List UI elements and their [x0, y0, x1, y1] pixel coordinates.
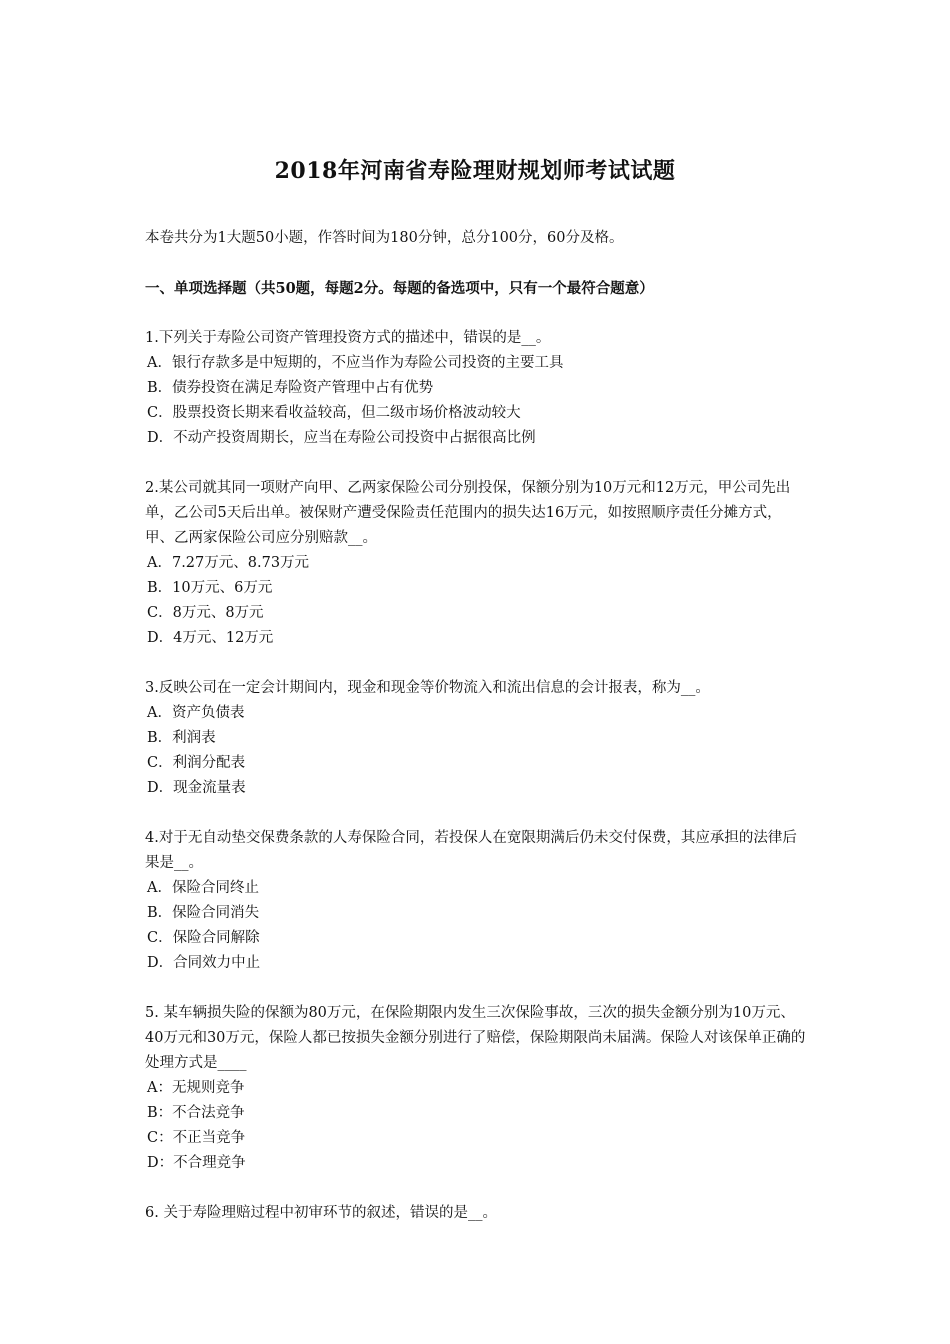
option-d: D．4万元、12万元 [147, 630, 274, 646]
option-b: B．利润表 [147, 730, 216, 746]
option-b: B．保险合同消失 [147, 905, 260, 921]
question-stem: 4.对于无自动垫交保费条款的人寿保险合同，若投保人在宽限期满后仍未交付保费，其应承担的法律后果是__。 [145, 830, 797, 871]
section-heading: 一、单项选择题（共50题，每题2分。每题的备选项中，只有一个最符合题意） [145, 280, 654, 297]
question-stem: 5. 某车辆损失险的保额为80万元，在保险期限内发生三次保险事故，三次的损失金额分别为10万元、40万元和30万元，保险人都已按损失金额分别进行了赔偿，保险期限尚未届满。保险人对该保单正确的处理方式是____ [145, 1005, 806, 1071]
option-a: A．银行存款多是中短期的，不应当作为寿险公司投资的主要工具 [147, 355, 564, 371]
question-2 [145, 476, 810, 651]
document-body [145, 226, 810, 1251]
option-b: B：不合法竞争 [147, 1105, 245, 1121]
option-c: C：不正当竞争 [147, 1130, 246, 1146]
question-6 [145, 1201, 810, 1226]
option-d: D：不合理竞争 [147, 1155, 246, 1171]
question-stem: 1.下列关于寿险公司资产管理投资方式的描述中，错误的是__。 [145, 330, 551, 346]
option-d: D．现金流量表 [147, 780, 246, 796]
option-c: C．8万元、8万元 [147, 605, 264, 621]
question-stem: 6. 关于寿险理赔过程中初审环节的叙述，错误的是__。 [145, 1205, 497, 1221]
question-4 [145, 826, 810, 976]
question-stem: 2.某公司就其同一项财产向甲、乙两家保险公司分别投保，保额分别为10万元和12万元，甲公司先出单，乙公司5天后出单。被保财产遭受保险责任范围内的损失达16万元，如按照顺序责任分摊方式，甲、乙两家保险公司应分别赔款__。 [145, 480, 791, 546]
option-b: B．10万元、6万元 [147, 580, 273, 596]
question-stem: 3.反映公司在一定会计期间内，现金和现金等价物流入和流出信息的会计报表，称为__。 [145, 680, 710, 696]
question-1 [145, 326, 810, 451]
option-a: A．保险合同终止 [147, 880, 259, 896]
exam-intro: 本卷共分为1大题50小题，作答时间为180分钟，总分100分，60分及格。 [145, 230, 624, 246]
option-c: C．利润分配表 [147, 755, 246, 771]
option-d: D．不动产投资周期长，应当在寿险公司投资中占据很高比例 [147, 430, 536, 446]
question-5 [145, 1001, 810, 1176]
option-c: C．股票投资长期来看收益较高，但二级市场价格波动较大 [147, 405, 521, 421]
option-a: A：无规则竞争 [147, 1080, 245, 1096]
option-b: B．债券投资在满足寿险资产管理中占有优势 [147, 380, 434, 396]
option-a: A．7.27万元、8.73万元 [147, 555, 310, 571]
question-3 [145, 676, 810, 801]
page-title: 2018年河南省寿险理财规划师考试试题 [274, 158, 676, 184]
option-c: C．保险合同解除 [147, 930, 260, 946]
option-a: A．资产负债表 [147, 705, 245, 721]
option-d: D．合同效力中止 [147, 955, 261, 971]
